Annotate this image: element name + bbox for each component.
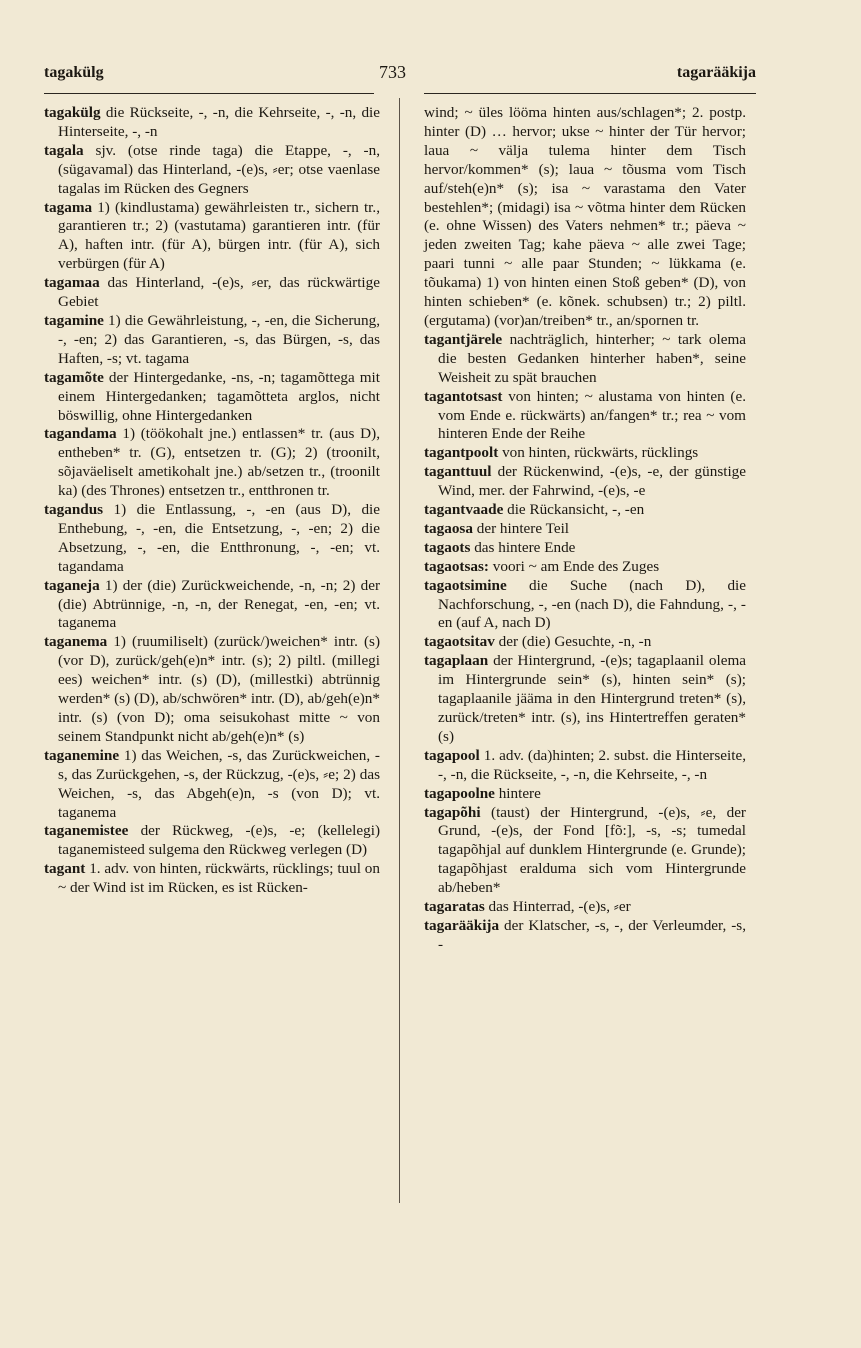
entry-definition: hintere [498,784,541,802]
headword: tagantjärele [424,330,503,348]
headword: tagantotsast [424,387,503,405]
headword: tagaotsas: [424,557,489,575]
left-guide-word: tagakülg [44,64,104,81]
headword: tagapõhi [424,803,481,821]
headword: tagamaa [44,274,100,292]
dictionary-entry [44,199,380,275]
dictionary-entry [44,633,380,746]
entry-definition: 1. adv. (da)hinten; 2. subst. die Hinterseite, -, -n, die Rückseite, -, -n, die Kehrseite, -, -n [438,746,746,783]
right-column [424,104,746,955]
entry-definition: voori ~ am Ende des Zuges [492,557,660,575]
headword: tagapool [424,746,480,764]
dictionary-entry [44,104,380,142]
entry-definition: der Rückweg, -(e)s, -e; (kellelegi) taganemisteed sulgema den Rückweg verlegen (D) [58,822,381,859]
dictionary-entry [424,898,746,917]
dictionary-entry [424,785,746,804]
entry-definition: der Hintergedanke, -ns, -n; tagamõttega mit einem Hintergedanken; tagamõtteta arglos, nicht böswillig, ohne Hintergedanken [58,368,380,424]
headword: tagama [44,198,93,216]
headword: tagant [44,860,86,878]
dictionary-entry [44,142,380,199]
headword: taganeja [44,576,100,594]
dictionary-entry [44,274,380,312]
dictionary-entry [424,104,746,331]
dictionary-entry [424,917,746,955]
dictionary-entry [44,822,380,860]
entry-definition: 1) (töökohalt jne.) entlassen* tr. (aus D), entheben* tr. (G), entsetzen tr. (G); 2) (troonilt, sõjaväeliselt ametikohalt jne.) ab/setzen tr., (troonilt ka) (des Thrones) entsetzen tr., entthronen tr. [58,425,380,500]
entry-definition: 1) (ruumiliselt) (zurück/)weichen* intr. (s) (vor D), zurück/geh(e)n* intr. (s); 2) piltl. (millegi ees) weichen* intr. (s) (D), (millestki) abtrünnig werden* (s) (D), ab/schwören* intr. (D), ab/geh(e)n* intr. (s) (von D); oma seisukohast mitte ~ von seinem Standpunkt nicht ab/geh(e)n* (s) [58,633,380,745]
headword: tagantpoolt [424,444,499,462]
entry-definition: wind; ~ üles lööma hinten aus/schlagen*; 2. postp. hinter (D) … hervor; ukse ~ hinter der Tür hervor; laua ~ välja tulema hinter dem Tisch hervor/kommen* (s); laua ~ tõusma vom Tisch auf/steh(e)n* (s); isa ~ varastama den Vater bestehlen*; (midagi) isa ~ võtma hinter dem Rücken (e. ohne Wissen) des Vaters nehmen* tr.; päeva ~ jeden zweiten Tag; kahe päeva ~ alle zwei Tage; paari tunni ~ alle paar Stunden; ~ lükkama (e. tõukama) 1) von hinten einen Stoß geben* (D), von hinten schieben* (e. kõnek. schubsen) tr.; 2) piltl. (ergutama) (vor)an/treiben* tr., an/spornen tr. [424,104,746,329]
entry-definition: der hintere Teil [476,519,570,537]
headword: tagaotsitav [424,633,495,651]
entry-definition: 1) der (die) Zurückweichende, -n, -n; 2) der (die) Abtrünnige, -n, -n, der Renegat, -en, -en; vt. taganema [58,576,381,632]
dictionary-entry [44,369,380,426]
headword: tagantvaade [424,501,504,519]
entry-definition: der Klatscher, -s, -, der Verleumder, -s, - [438,916,747,953]
entry-definition: der Hintergrund, -(e)s; tagaplaanil olema im Hintergrunde sein* (s), hinten sein* (s); tagaplaanile jääma in den Hintergrund treten* (s), zurück/treten* intr. (s), ins Hintertreffen geraten* (s) [438,652,747,745]
dictionary-entry [44,501,380,577]
headword: tagarääkija [424,916,500,934]
dictionary-entry [424,652,746,747]
entry-definition: die Rückseite, -, -n, die Kehrseite, -, -n, die Hinterseite, -, -n [58,104,380,140]
entry-definition: die Suche (nach D), die Nachforschung, -, -en (nach D), die Fahndung, -, -en (auf A, nach D) [438,576,746,632]
entry-definition: (taust) der Hintergrund, -(e)s, ⸗e, der Grund, -(e)s, der Fond [fõ:], -s, -s; tumedal tagapõhjal auf dunklem Hintergrunde (e. Grunde); tagapõhjast eralduma sich vom Hintergrunde ab/heben* [438,803,746,897]
dictionary-entry [424,558,746,577]
running-header [44,62,756,86]
headword: tagapoolne [424,784,495,802]
headword: taganemine [44,746,120,764]
headword: tagamine [44,311,104,329]
dictionary-entry [44,860,380,898]
entry-definition: das Hinterland, -(e)s, ⸗er, das rückwärtige Gebiet [58,274,380,311]
entry-definition: sjv. (otse rinde taga) die Etappe, -, -n, (sügavamal) das Hinterland, -(e)s, ⸗er; otse vaenlase tagalas im Rücken des Gegners [58,141,381,197]
dictionary-entry [424,747,746,785]
headword: tagandama [44,425,117,443]
headword: taganttuul [424,463,492,481]
headword: tagaplaan [424,652,489,670]
dictionary-entry [424,520,746,539]
headword: tagaratas [424,898,485,916]
header-rule-right [424,93,756,94]
headword: taganemistee [44,822,129,840]
entry-definition: der Rückenwind, -(e)s, -e, der günstige Wind, mer. der Fahrwind, -(e)s, -e [438,463,747,500]
dictionary-entry [424,331,746,388]
entry-definition: der (die) Gesuchte, -n, -n [498,633,652,651]
dictionary-entry [424,539,746,558]
column-divider [399,98,400,1203]
page-number: 733 [379,62,406,82]
entry-definition: 1. adv. von hinten, rückwärts, rücklings; tuul on ~ der Wind ist im Rücken, es ist Rücken- [58,860,380,897]
dictionary-entry [424,501,746,520]
headword: tagandus [44,501,104,519]
entry-definition: 1) die Gewährleistung, -, -en, die Sicherung, -, -en; 2) das Garantieren, -s, das Bürgen, -s, das Haften, -s; vt. tagama [58,311,381,367]
entry-definition: 1) die Entlassung, -, -en (aus D), die Enthebung, -, -en, die Entsetzung, -, -en; 2) die Absetzung, -, -en, die Entthronung, -, -en; vt. tagandama [58,501,380,575]
entry-definition: 1) (kindlustama) gewährleisten tr., sichern tr., garantieren tr.; 2) (vastutama) garantieren intr. (für A), haften intr. (für A), bürgen intr. (für A), sich verbürgen (für A) [58,198,380,273]
entry-definition: das Hinterrad, -(e)s, ⸗er [488,898,631,916]
entry-definition: nachträglich, hinterher; ~ tark olema die besten Gedanken hinterher haben*, seine Weisheit zu spät brauchen [438,330,747,386]
entry-definition: 1) das Weichen, -s, das Zurückweichen, -s, das Zurückgehen, -s, der Rückzug, -(e)s, ⸗e; 2) das Weichen, -s, das Abgeh(e)n, -s (von D); vt. taganema [58,746,380,821]
dictionary-entry [424,463,746,501]
header-rule-left [44,93,374,94]
entry-definition: die Rückansicht, -, -en [507,501,645,519]
dictionary-entry [424,444,746,463]
headword: taganema [44,633,108,651]
dictionary-entry [44,425,380,501]
entry-definition: von hinten, rückwärts, rücklings [502,444,699,462]
headword: tagaosa [424,519,473,537]
dictionary-entry [44,577,380,634]
right-guide-word: tagarääkija [676,64,756,81]
dictionary-entry [424,804,746,899]
dictionary-entry [44,747,380,823]
entry-definition: das hintere Ende [474,538,576,556]
dictionary-entry [424,388,746,445]
headword: tagala [44,141,84,159]
entry-definition: von hinten; ~ alustama von hinten (e. vom Ende e. rückwärts) an/fangen* tr.; rea ~ vom hinteren Ende der Reihe [438,387,746,443]
dictionary-entry [44,312,380,369]
headword: tagakülg [44,104,101,121]
headword: tagaotsimine [424,576,507,594]
dictionary-entry [424,633,746,652]
headword: tagaots [424,538,471,556]
headword: tagamõte [44,368,104,386]
dictionary-entry [424,577,746,634]
left-column [44,104,380,898]
